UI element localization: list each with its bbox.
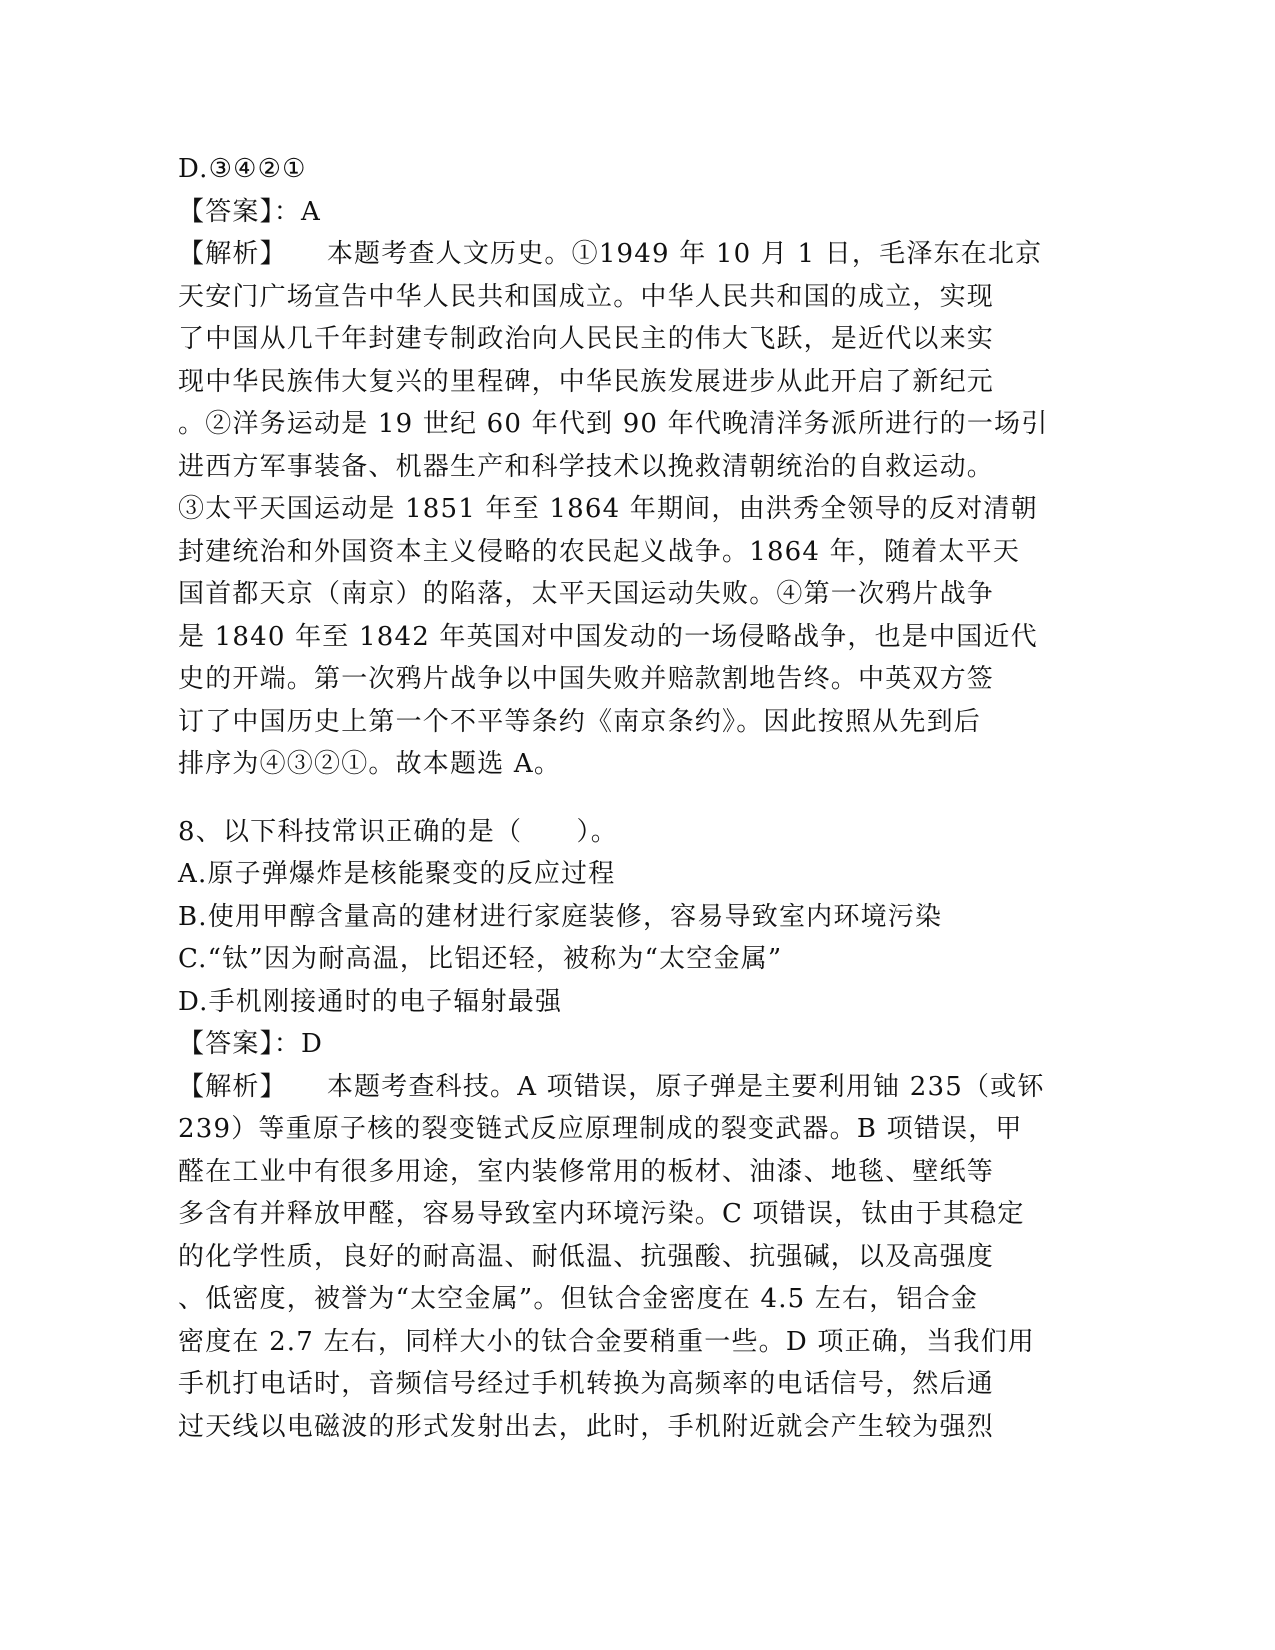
q7-option-d: D.③④②①: [178, 154, 307, 184]
q8-analysis-line-7: 手机打电话时，音频信号经过手机转换为高频率的电话信号，然后通: [178, 1369, 995, 1399]
q8-analysis-label: 【解析】: [178, 1071, 287, 1102]
q7-analysis-line-5: 进西方军事装备、机器生产和科学技术以挽救清朝统治的自救运动。: [178, 451, 995, 482]
q7-analysis-line-7: 封建统治和外国资本主义侵略的农民起义战争。1864 年，随着太平天: [178, 536, 1021, 567]
q7-analysis-line-8: 国首都天京（南京）的陷落，太平天国运动失败。④第一次鸦片战争: [178, 579, 995, 609]
q8-option-c: C.“钛”因为耐高温，比铝还轻，被称为“太空金属”: [178, 944, 783, 974]
q8-question: 8、以下科技常识正确的是（ ）。: [178, 816, 618, 847]
q8-option-d: D.手机刚接通时的电子辐射最强: [178, 986, 563, 1017]
q8-option-a: A.原子弹爆炸是核能聚变的反应过程: [178, 859, 616, 889]
document-page: [178, 148, 1049, 1448]
q8-analysis-line-0: [178, 1066, 1045, 1109]
q7-analysis-label: 【解析】: [178, 239, 287, 269]
q7-analysis-line-1: 天安门广场宣告中华人民共和国成立。中华人民共和国的成立，实现: [178, 281, 995, 312]
q8-answer: [178, 1023, 1038, 1066]
q8-option-b: B.使用甲醇含量高的建材进行家庭装修，容易导致室内环境污染: [178, 901, 943, 932]
q8-analysis-line-2: 醛在工业中有很多用途，室内装修常用的板材、油漆、地毯、壁纸等: [178, 1156, 995, 1187]
q8-analysis-line-3: 多含有并释放甲醛，容易导致室内环境污染。C 项错误，钛由于其稳定: [178, 1199, 1025, 1229]
q8-analysis-line-1: 239）等重原子核的裂变链式反应原理制成的裂变武器。B 项错误，甲: [178, 1114, 1023, 1144]
q7-analysis-line-2: 了中国从几千年封建专制政治向人民民主的伟大飞跃，是近代以来实: [178, 324, 995, 354]
q8-analysis-text-0: 本题考查科技。A 项错误，原子弹是主要利用铀 235（或钚: [326, 1071, 1045, 1102]
q7-analysis-line-9: 是 1840 年至 1842 年英国对中国发动的一场侵略战争，也是中国近代: [178, 621, 1038, 652]
q8-answer-value: ：D: [273, 1029, 324, 1059]
q7-analysis-line-3: 现中华民族伟大复兴的里程碑，中华民族发展进步从此开启了新纪元: [178, 366, 995, 397]
q7-analysis-line-0: [178, 233, 1043, 276]
q7-analysis-line-11: 订了中国历史上第一个不平等条约《南京条约》。因此按照从先到后: [178, 706, 982, 737]
q7-analysis-line-10: 史的开端。第一次鸦片战争以中国失败并赔款割地告终。中英双方签: [178, 664, 995, 694]
q7-answer: [178, 191, 1038, 234]
q8-answer-label: 【答案】: [178, 1029, 274, 1059]
q7-answer-label: 【答案】: [178, 196, 274, 227]
q7-analysis-line-4: 。②洋务运动是 19 世纪 60 年代到 90 年代晚清洋务派所进行的一场引: [178, 409, 1049, 439]
section-gap: [178, 786, 1038, 811]
q7-analysis-text-0: 本题考查人文历史。①1949 年 10 月 1 日，毛泽东在北京: [326, 239, 1043, 269]
q7-answer-value: ：A: [273, 196, 321, 227]
q8-analysis-line-6: 密度在 2.7 左右，同样大小的钛合金要稍重一些。D 项正确，当我们用: [178, 1326, 1035, 1357]
q8-analysis-line-5: 、低密度，被誉为“太空金属”。但钛合金密度在 4.5 左右，铝合金: [178, 1284, 979, 1314]
q8-analysis-line-8: 过天线以电磁波的形式发射出去，此时，手机附近就会产生较为强烈: [178, 1411, 995, 1442]
q8-analysis-line-4: 的化学性质，良好的耐高温、耐低温、抗强酸、抗强碱，以及高强度: [178, 1241, 995, 1272]
q7-analysis-line-6: ③太平天国运动是 1851 年至 1864 年期间，由洪秀全领导的反对清朝: [178, 494, 1038, 524]
q7-analysis-line-12: 排序为④③②①。故本题选 A。: [178, 749, 562, 779]
